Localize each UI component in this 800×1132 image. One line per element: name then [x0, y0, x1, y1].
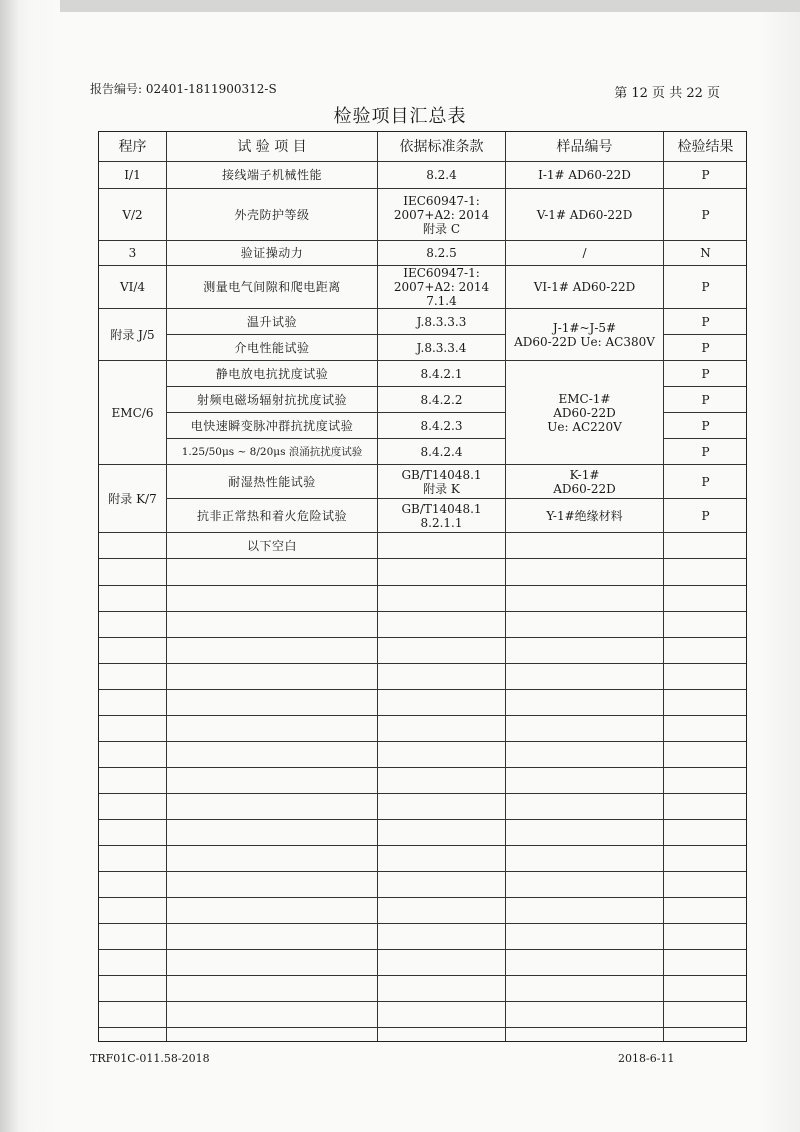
test-item-cell: 外壳防护等级	[167, 189, 378, 241]
clause-cell: J.8.3.3.4	[378, 335, 506, 361]
empty-row-line	[99, 715, 747, 716]
test-item-cell: 验证操动力	[167, 241, 378, 266]
empty-row-line	[99, 871, 747, 872]
clause-cell: 8.2.5	[378, 241, 506, 266]
empty-column-line	[377, 559, 378, 1041]
empty-row-line	[99, 819, 747, 820]
test-item-cell: 耐湿热性能试验	[167, 465, 378, 499]
table-row	[99, 241, 748, 266]
sequence-cell: V/2	[99, 189, 167, 241]
clause-cell	[378, 533, 506, 559]
sequence-cell: 附录 J/5	[99, 309, 167, 361]
test-item-cell: 射频电磁场辐射抗扰度试验	[167, 387, 378, 413]
sequence-cell: 附录 K/7	[99, 465, 167, 533]
sample-cell: Y-1#绝缘材料	[506, 499, 664, 533]
sequence-cell: I/1	[99, 162, 167, 189]
column-header-test-item: 试 验 项 目	[167, 132, 378, 162]
clause-cell: IEC60947-1: 2007+A2: 2014 7.1.4	[378, 266, 506, 309]
test-item-cell: 介电性能试验	[167, 335, 378, 361]
table-row	[99, 465, 748, 499]
result-cell: P	[664, 189, 748, 241]
empty-table-rows	[99, 559, 747, 1041]
sample-cell: I-1# AD60-22D	[506, 162, 664, 189]
result-cell	[664, 533, 748, 559]
empty-column-line	[663, 559, 664, 1041]
clause-cell: 8.4.2.1	[378, 361, 506, 387]
result-cell: P	[664, 266, 748, 309]
empty-column-line	[505, 559, 506, 1041]
result-cell: P	[664, 413, 748, 439]
sample-cell: J-1#~J-5# AD60-22D Ue: AC380V	[506, 309, 664, 361]
empty-row-line	[99, 845, 747, 846]
sequence-cell: 3	[99, 241, 167, 266]
clause-cell: J.8.3.3.3	[378, 309, 506, 335]
empty-row-line	[99, 637, 747, 638]
issue-date: 2018-6-11	[618, 1052, 675, 1065]
sequence-cell: VI/4	[99, 266, 167, 309]
sample-cell: K-1# AD60-22D	[506, 465, 664, 499]
empty-row-line	[99, 793, 747, 794]
empty-row-line	[99, 741, 747, 742]
test-item-cell: 测量电气间隙和爬电距离	[167, 266, 378, 309]
empty-row-line	[99, 897, 747, 898]
empty-row-line	[99, 923, 747, 924]
sample-cell: EMC-1# AD60-22D Ue: AC220V	[506, 361, 664, 465]
clause-cell: 8.4.2.3	[378, 413, 506, 439]
form-number: TRF01C-011.58-2018	[90, 1052, 210, 1065]
clause-cell: GB/T14048.1 附录 K	[378, 465, 506, 499]
sample-cell: V-1# AD60-22D	[506, 189, 664, 241]
empty-row-line	[99, 975, 747, 976]
column-header-sample-no: 样品编号	[506, 132, 664, 162]
page-title: 检验项目汇总表	[333, 106, 467, 127]
empty-row-line	[99, 663, 747, 664]
scan-shadow-top	[60, 0, 800, 12]
table-row	[99, 533, 748, 559]
result-cell: N	[664, 241, 748, 266]
test-item-cell: 电快速瞬变脉冲群抗扰度试验	[167, 413, 378, 439]
result-cell: P	[664, 309, 748, 335]
sequence-cell: EMC/6	[99, 361, 167, 465]
empty-row-line	[99, 585, 747, 586]
result-cell: P	[664, 499, 748, 533]
sample-cell: VI-1# AD60-22D	[506, 266, 664, 309]
empty-row-line	[99, 1001, 747, 1002]
test-item-cell: 静电放电抗扰度试验	[167, 361, 378, 387]
result-cell: P	[664, 439, 748, 465]
result-cell: P	[664, 465, 748, 499]
table-row	[99, 309, 748, 335]
scan-shadow-left	[0, 0, 18, 1132]
blank-note-cell: 以下空白	[167, 533, 378, 559]
sample-cell	[506, 533, 664, 559]
test-item-cell: 1.25/50μs ~ 8/20μs 浪涌抗扰度试验	[167, 439, 378, 465]
test-items-table	[98, 131, 747, 559]
result-cell: P	[664, 162, 748, 189]
column-header-sequence: 程序	[99, 132, 167, 162]
column-header-result: 检验结果	[664, 132, 748, 162]
empty-row-line	[99, 767, 747, 768]
empty-row-line	[99, 611, 747, 612]
page-number: 第 12 页 共 22 页	[614, 86, 720, 101]
clause-cell: 8.4.2.2	[378, 387, 506, 413]
result-cell: P	[664, 361, 748, 387]
test-item-cell: 温升试验	[167, 309, 378, 335]
test-item-cell: 接线端子机械性能	[167, 162, 378, 189]
result-cell: P	[664, 335, 748, 361]
clause-cell: 8.2.4	[378, 162, 506, 189]
summary-table	[98, 131, 747, 1042]
table-row	[99, 499, 748, 533]
empty-row-line	[99, 689, 747, 690]
empty-row-line	[99, 1027, 747, 1028]
clause-cell: IEC60947-1: 2007+A2: 2014 附录 C	[378, 189, 506, 241]
clause-cell: 8.4.2.4	[378, 439, 506, 465]
clause-cell: GB/T14048.1 8.2.1.1	[378, 499, 506, 533]
table-row	[99, 189, 748, 241]
sample-cell: /	[506, 241, 664, 266]
table-row	[99, 266, 748, 309]
report-number: 报告编号: 02401-1811900312-S	[90, 82, 277, 96]
sequence-cell	[99, 533, 167, 559]
table-row	[99, 162, 748, 189]
result-cell: P	[664, 387, 748, 413]
empty-row-line	[99, 949, 747, 950]
test-item-cell: 抗非正常热和着火危险试验	[167, 499, 378, 533]
table-row	[99, 361, 748, 387]
column-header-standard-clause: 依据标准条款	[378, 132, 506, 162]
empty-column-line	[166, 559, 167, 1041]
